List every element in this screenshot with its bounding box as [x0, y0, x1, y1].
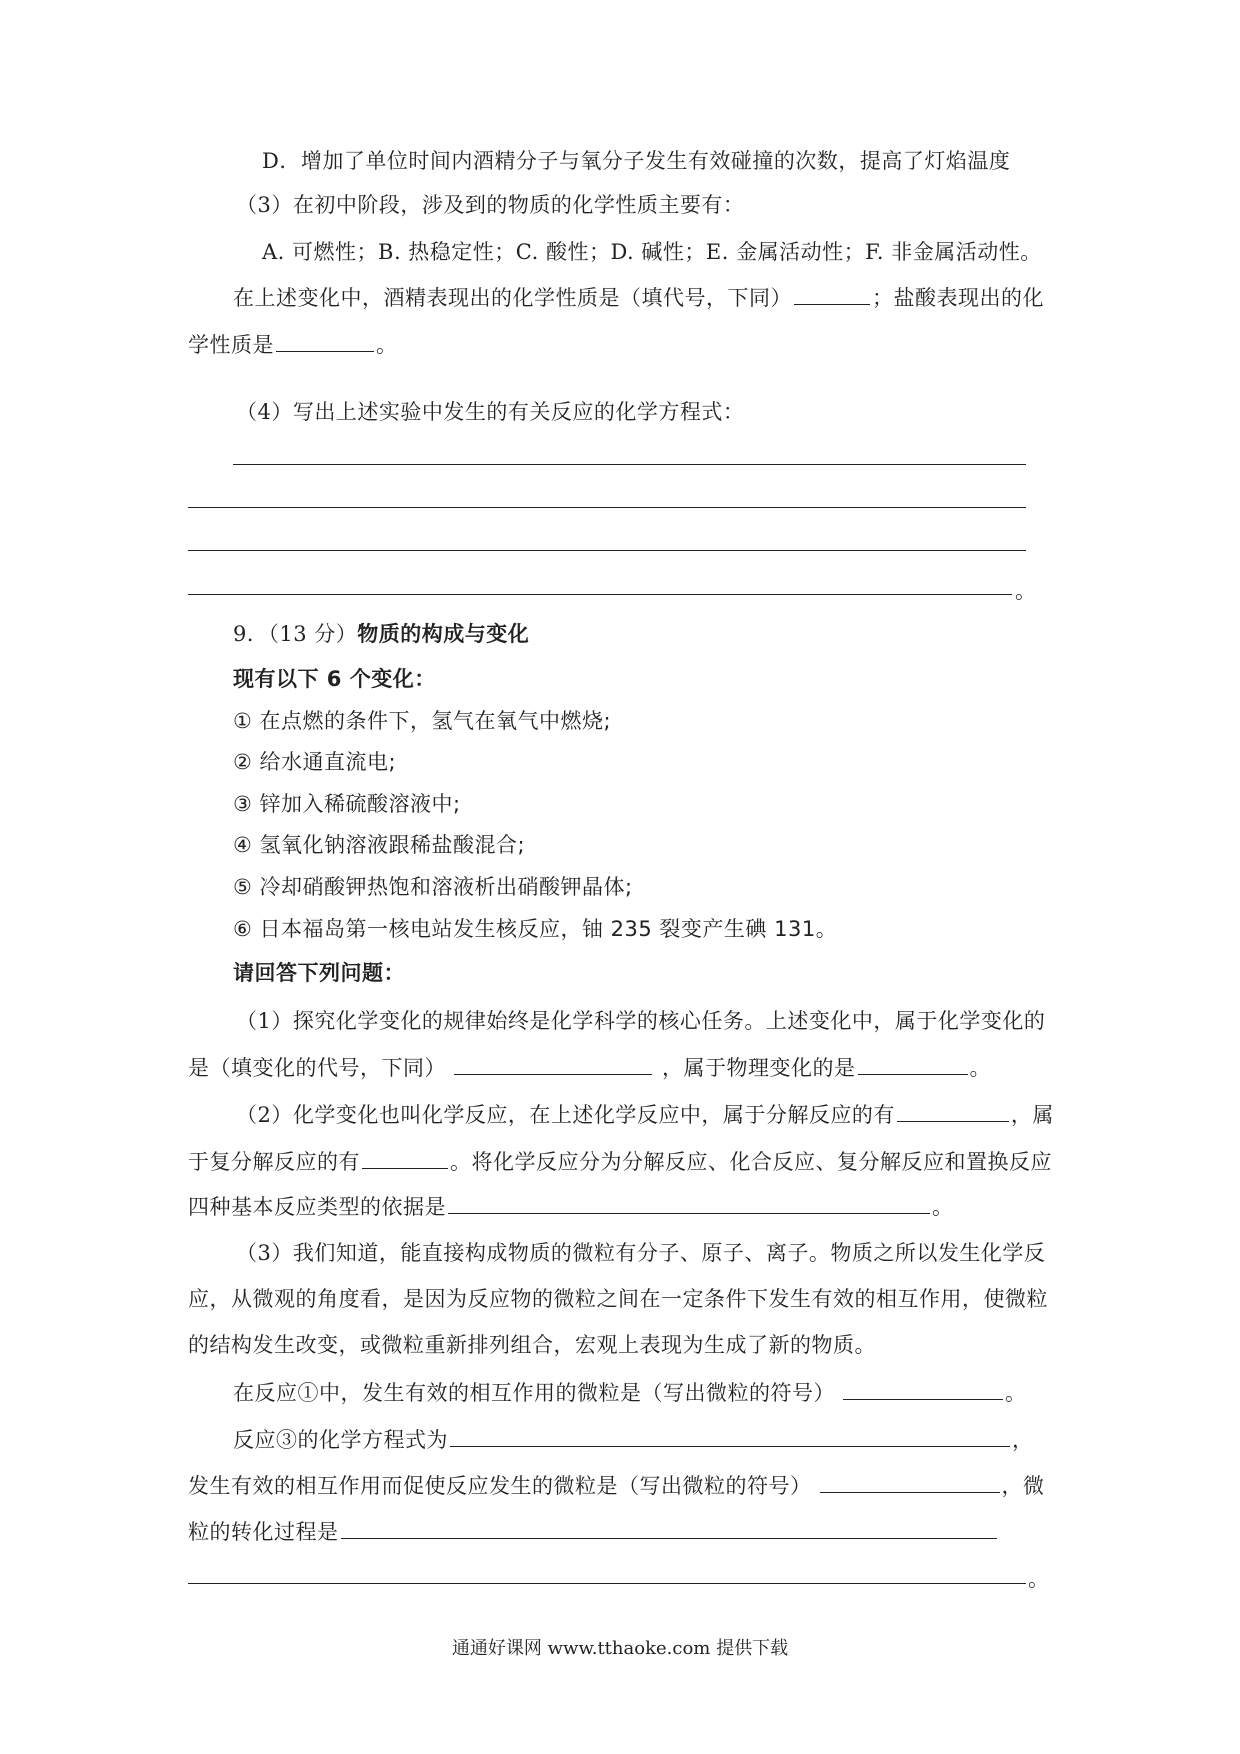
- part-3-line-7: [188, 1516, 999, 1546]
- answer-blank-classification-basis[interactable]: [448, 1191, 930, 1214]
- part-3-line-2: 应，从微观的角度看，是因为反应物的微粒之间在一定条件下发生有效的相互作用，使微粒: [188, 1287, 1048, 1311]
- prompt-text: 。: [376, 333, 398, 357]
- prompt-text: 学性质是: [188, 333, 274, 357]
- prompt-text: 四种基本反应类型的依据是: [188, 1195, 446, 1219]
- answer-blank-particles-reaction-3[interactable]: [820, 1470, 1000, 1493]
- question-title: 物质的构成与变化: [357, 622, 530, 646]
- period: 。: [1015, 579, 1037, 603]
- prompt-text: ；盐酸表现出的化: [872, 286, 1044, 310]
- answer-blank-decomposition[interactable]: [897, 1099, 1009, 1122]
- prompt-text: 反应③的化学方程式为: [233, 1428, 448, 1452]
- prompt-text: 粒的转化过程是: [188, 1520, 339, 1544]
- answer-blank-equation-3[interactable]: [450, 1424, 1010, 1447]
- prompt-text: 于复分解反应的有: [188, 1150, 360, 1174]
- prompt-text: 。: [969, 1056, 991, 1080]
- answer-line[interactable]: [188, 550, 1026, 551]
- prompt-text: （2）化学变化也叫化学反应，在上述化学反应中，属于分解反应的有: [236, 1103, 895, 1127]
- change-item: ⑤ 冷却硝酸钾热饱和溶液析出硝酸钾晶体;: [233, 875, 633, 899]
- prompt-text: ，属: [1010, 1103, 1054, 1127]
- prompt-text: 在上述变化中，酒精表现出的化学性质是（填代号，下同）: [233, 286, 792, 310]
- part-3-line-1: （3）我们知道，能直接构成物质的微粒有分子、原子、离子。物质之所以发生化学反: [236, 1241, 1046, 1265]
- option-d: D．增加了单位时间内酒精分子与氧分子发生有效碰撞的次数，提高了灯焰温度: [262, 149, 1011, 173]
- answer-blank-transformation[interactable]: [341, 1516, 997, 1539]
- answer-blank-physical-change[interactable]: [858, 1052, 968, 1075]
- answer-blank-alcohol[interactable]: [794, 282, 870, 305]
- part-1-line-1: （1）探究化学变化的规律始终是化学科学的核心任务。上述变化中，属于化学变化的: [236, 1009, 1046, 1033]
- prompt-text: 。将化学反应分为分解反应、化合反应、复分解反应和置换反应: [450, 1150, 1052, 1174]
- part-2-line-3: [188, 1191, 954, 1221]
- change-item: ④ 氢氧化钠溶液跟稀盐酸混合;: [233, 833, 526, 857]
- sub-question-3-options: A. 可燃性；B. 热稳定性；C. 酸性；D. 碱性；E. 金属活动性；F. 非金属活动性。: [262, 240, 1042, 264]
- change-item: ③ 锌加入稀硫酸溶液中;: [233, 792, 461, 816]
- part-2-line-1: [236, 1099, 1054, 1129]
- part-3-line-3: 的结构发生改变，或微粒重新排列组合，宏观上表现为生成了新的物质。: [188, 1333, 876, 1357]
- prompt-text: ，属于物理变化的是: [662, 1056, 856, 1080]
- answer-prompt: 请回答下列问题：: [233, 961, 405, 985]
- prompt-text: 发生有效的相互作用而促使反应发生的微粒是（写出微粒的符号）: [188, 1474, 812, 1498]
- answer-blank-chemical-change[interactable]: [454, 1052, 652, 1075]
- page-footer: 通通好课网 www.tthaoke.com 提供下载: [451, 1638, 789, 1659]
- changes-intro: 现有以下 6 个变化：: [233, 667, 436, 691]
- answer-line[interactable]: [188, 507, 1026, 508]
- sub-question-4: （4）写出上述实验中发生的有关反应的化学方程式：: [236, 400, 745, 424]
- answer-blank-particles-reaction-1[interactable]: [843, 1377, 1003, 1400]
- change-item: ② 给水通直流电;: [233, 750, 397, 774]
- prompt-text: ，微: [1001, 1474, 1045, 1498]
- prompt-text: 在反应①中，发生有效的相互作用的微粒是（写出微粒的符号）: [233, 1381, 835, 1405]
- change-item: ① 在点燃的条件下，氢气在氧气中燃烧;: [233, 709, 612, 733]
- part-3-line-6: [188, 1470, 1045, 1500]
- sub-question-3-line-2: [188, 329, 398, 359]
- prompt-text: 。: [932, 1195, 954, 1219]
- part-1-line-2: [188, 1052, 991, 1082]
- change-item: ⑥ 日本福岛第一核电站发生核反应，铀 235 裂变产生碘 131。: [233, 917, 838, 941]
- period: 。: [1028, 1567, 1050, 1591]
- answer-blank-double-decomposition[interactable]: [362, 1146, 448, 1169]
- part-2-line-2: [188, 1146, 1052, 1176]
- question-number: 9．（13 分）: [233, 622, 358, 646]
- part-3-line-5: [233, 1424, 1034, 1454]
- question-9-header: [233, 619, 529, 649]
- answer-line[interactable]: [188, 1583, 1026, 1584]
- sub-question-3-line-1: [233, 282, 1044, 312]
- prompt-text: ，: [1012, 1428, 1034, 1452]
- prompt-text: 。: [1005, 1381, 1027, 1405]
- sub-question-3-intro: （3）在初中阶段，涉及到的物质的化学性质主要有：: [236, 193, 745, 217]
- part-3-line-4: [233, 1377, 1027, 1407]
- prompt-text: 是（填变化的代号，下同）: [188, 1056, 446, 1080]
- answer-line[interactable]: [233, 464, 1026, 465]
- answer-line[interactable]: [188, 594, 1012, 595]
- answer-blank-hcl[interactable]: [276, 329, 374, 352]
